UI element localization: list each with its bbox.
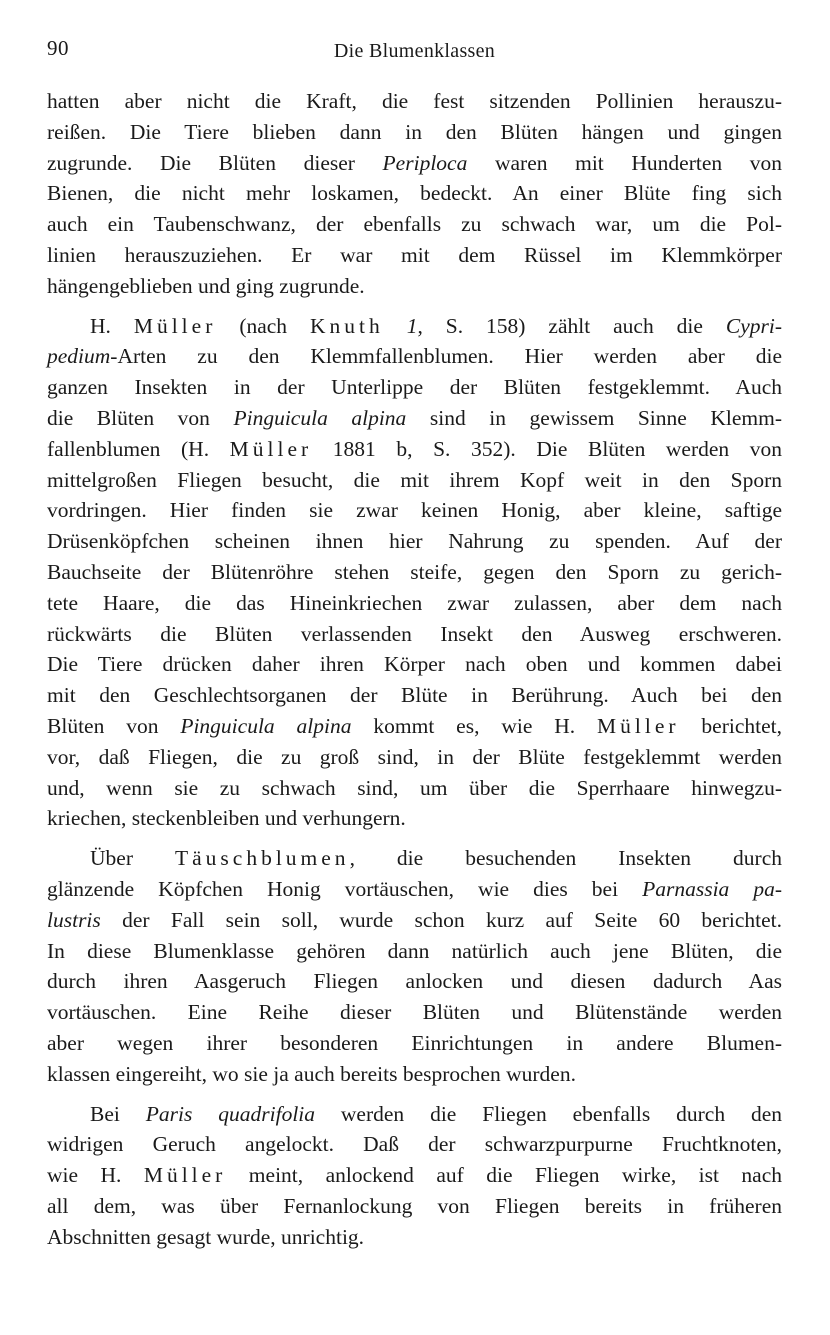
text-run: sind in gewissem Sinne Klemm-	[406, 405, 782, 430]
text-line	[47, 148, 782, 179]
text-run: vor, daß Fliegen, die zu groß sind, in der Blüte festgeklemmt werden	[47, 744, 782, 769]
text-line	[47, 372, 782, 403]
spaced-name: Müller	[597, 713, 680, 738]
text-run: Abschnitten gesagt wurde, unrichtig.	[47, 1224, 365, 1249]
text-run: (nach	[216, 313, 311, 338]
text-run: H.	[90, 313, 134, 338]
text-run: hatten aber nicht die Kraft, die fest sitzenden Pollinien herauszu-	[47, 89, 782, 113]
text-run	[384, 314, 407, 338]
paragraph-gap	[47, 834, 782, 843]
text-run: waren mit Hunderten von	[467, 150, 782, 175]
text-run: -Arten zu den Klemmfallenblumen. Hier werden aber die	[110, 344, 782, 369]
text-run: vordringen. Hier finden sie zwar keinen Honig, aber kleine, saftige	[47, 498, 782, 523]
text-line	[47, 649, 782, 680]
text-run: der Fall sein soll, wurde schon kurz auf Seite 60 berichtet.	[100, 907, 782, 932]
spaced-name: Knuth	[310, 313, 384, 338]
text-run: und, wenn sie zu schwach sind, um über die Sperrhaare hinwegzu-	[47, 775, 782, 800]
text-line	[47, 311, 782, 342]
text-run: mittelgroßen Fliegen besucht, die mit ihrem Kopf weit in den Sporn	[47, 467, 782, 492]
text-line	[47, 117, 782, 148]
text-line	[47, 209, 782, 240]
text-run: berichtet,	[679, 713, 782, 738]
text-run: all dem, was über Fernanlockung von Fliegen bereits in früheren	[47, 1193, 782, 1218]
text-run: Bei	[90, 1101, 146, 1126]
italic-term: 1	[406, 313, 418, 338]
text-run: Drüsenköpfchen scheinen ihnen hier Nahrung zu spenden. Auf der	[47, 529, 782, 554]
text-line	[47, 1160, 782, 1191]
text-run: , die besuchenden Insekten durch	[349, 846, 783, 871]
text-line	[47, 403, 782, 434]
text-run: mit den Geschlechtsorganen der Blüte in Berührung. Auch bei den	[47, 683, 782, 708]
text-run: klassen eingereiht, wo sie ja auch bereits besprochen wurden.	[47, 1061, 576, 1086]
text-run: Über	[90, 846, 175, 871]
text-run: In diese Blumenklasse gehören dann natürlich auch jene Blüten, die	[47, 938, 782, 963]
text-line	[47, 619, 782, 650]
text-run: fallenblumen (H.	[47, 436, 230, 461]
text-line	[47, 588, 782, 619]
text-line	[47, 557, 782, 588]
text-run: kommt es, wie H.	[351, 713, 597, 738]
text-line	[47, 936, 782, 967]
text-run: Blüten von	[47, 713, 181, 738]
paragraph-gap	[47, 302, 782, 311]
text-line	[47, 1099, 782, 1130]
text-line	[47, 905, 782, 936]
running-title: Die Blumenklassen	[333, 40, 496, 62]
text-line	[47, 680, 782, 711]
paragraph	[47, 843, 782, 1089]
text-line	[47, 742, 782, 773]
text-line	[47, 271, 782, 302]
text-run: linien herauszuziehen. Er war mit dem Rüssel im Klemmkörper	[47, 242, 782, 267]
text-run: auch ein Taubenschwanz, der ebenfalls zu schwach war, um die Pol-	[47, 212, 782, 237]
text-run: 1881 b, S. 352). Die Blüten werden von	[312, 436, 783, 461]
text-line	[47, 240, 782, 271]
text-run: Bauchseite der Blütenröhre stehen steife, gegen den Sporn zu gerich-	[47, 559, 782, 584]
text-run: ganzen Insekten in der Unterlippe der Blüten festgeklemmt. Auch	[47, 375, 782, 400]
text-line	[47, 495, 782, 526]
text-line	[47, 178, 782, 209]
paragraph	[47, 86, 782, 302]
text-line	[47, 465, 782, 496]
paragraph	[47, 311, 782, 835]
text-line	[47, 966, 782, 997]
text-run: , S. 158) zählt auch die	[417, 313, 726, 338]
text-line	[47, 86, 782, 117]
italic-term: Cypri-	[725, 313, 783, 338]
italic-term: lustris	[47, 907, 101, 932]
text-run: glänzende Köpfchen Honig vortäuschen, wie dies bei	[47, 876, 643, 901]
text-run: zugrunde. Die Blüten dieser	[47, 150, 383, 175]
italic-term: pedium	[47, 344, 111, 369]
text-line	[47, 526, 782, 557]
spaced-name: Müller	[143, 1163, 227, 1188]
text-run: kriechen, steckenbleiben und verhungern.	[47, 806, 406, 831]
italic-term: Paris quadrifolia	[145, 1101, 316, 1126]
text-line	[47, 874, 782, 905]
spaced-name: Täuschblumen	[174, 846, 350, 871]
text-line	[47, 434, 782, 465]
text-run: reißen. Die Tiere blieben dann in den Blüten hängen und gingen	[47, 119, 782, 144]
text-run: meint, anlockend auf die Fliegen wirke, ist nach	[226, 1163, 782, 1188]
text-line	[47, 711, 782, 742]
text-run: Die Tiere drücken daher ihren Körper nach oben und kommen dabei	[47, 652, 782, 677]
paragraph-gap	[47, 1090, 782, 1099]
italic-term: Periploca	[382, 150, 468, 175]
spaced-name: Müller	[133, 313, 217, 338]
text-line	[47, 1191, 782, 1222]
text-line	[47, 1222, 782, 1253]
page-number: 90	[47, 36, 69, 60]
text-run: tete Haare, die das Hineinkriechen zwar zulassen, aber dem nach	[47, 590, 782, 615]
text-run: werden die Fliegen ebenfalls durch den	[315, 1101, 783, 1126]
text-line	[47, 997, 782, 1028]
text-run: aber wegen ihrer besonderen Einrichtungen in andere Blumen-	[47, 1030, 782, 1055]
text-run: hängengeblieben und ging zugrunde.	[47, 273, 365, 298]
text-line	[47, 1028, 782, 1059]
page-header	[47, 36, 782, 70]
text-line	[47, 803, 782, 834]
text-run: widrigen Geruch angelockt. Daß der schwarzpurpurne Fruchtknoten,	[47, 1132, 782, 1157]
text-run: vortäuschen. Eine Reihe dieser Blüten und Blütenstände werden	[47, 1000, 782, 1025]
text-run: durch ihren Aasgeruch Fliegen anlocken und diesen dadurch Aas	[47, 969, 782, 994]
italic-term: Parnassia pa-	[642, 876, 782, 901]
text-run: Bienen, die nicht mehr loskamen, bedeckt. An einer Blüte fing sich	[47, 181, 782, 206]
spaced-name: Müller	[229, 436, 313, 461]
text-line	[47, 843, 782, 874]
text-line	[47, 1129, 782, 1160]
body-text	[47, 86, 782, 1252]
text-run: wie H.	[47, 1163, 144, 1188]
text-line	[47, 1059, 782, 1090]
text-run: rückwärts die Blüten verlassenden Insekt den Ausweg erschweren.	[47, 621, 782, 646]
italic-term: Pinguicula alpina	[180, 713, 352, 738]
text-run: die Blüten von	[47, 405, 234, 430]
italic-term: Pinguicula alpina	[233, 405, 407, 430]
text-line	[47, 773, 782, 804]
paragraph	[47, 1099, 782, 1253]
text-line	[47, 341, 782, 372]
